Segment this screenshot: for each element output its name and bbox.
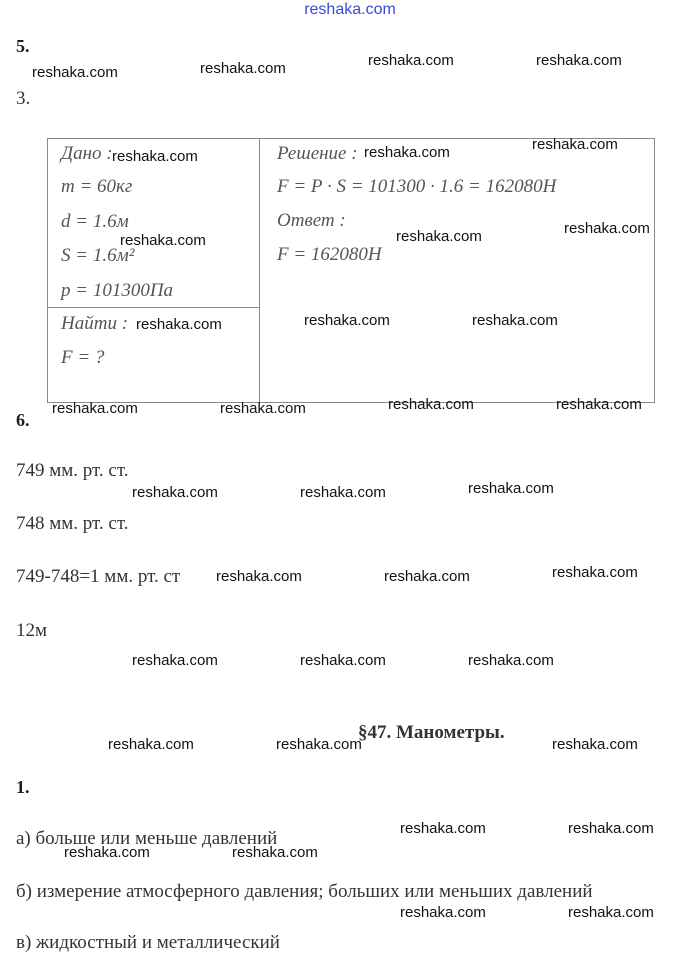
- watermark: reshaka.com: [564, 220, 650, 237]
- task-5-number: 5.: [16, 36, 30, 56]
- table-horizontal-divider: [48, 307, 259, 308]
- watermark: reshaka.com: [120, 232, 206, 249]
- find-force: F = ?: [61, 347, 105, 368]
- watermark: reshaka.com: [536, 52, 622, 69]
- watermark: reshaka.com: [276, 736, 362, 753]
- watermark: reshaka.com: [232, 844, 318, 861]
- watermark: reshaka.com: [400, 904, 486, 921]
- watermark: reshaka.com: [388, 396, 474, 413]
- watermark: reshaka.com: [216, 568, 302, 585]
- solution-title: Решение :: [277, 143, 358, 164]
- watermark: reshaka.com: [132, 652, 218, 669]
- watermark: reshaka.com: [568, 904, 654, 921]
- watermark: reshaka.com: [368, 52, 454, 69]
- watermark: reshaka.com: [136, 316, 222, 333]
- task-5-answer-number: 3.: [16, 88, 31, 109]
- watermark: reshaka.com: [220, 400, 306, 417]
- task-1-line-b: б) измерение атмосферного давления; больших или меньших давлений: [16, 881, 593, 902]
- given-title: Дано :: [61, 143, 113, 164]
- site-header-link[interactable]: reshaka.com: [304, 1, 396, 18]
- task-6-line-3: 749-748=1 мм. рт. ст: [16, 566, 181, 587]
- watermark: reshaka.com: [364, 144, 450, 161]
- answer-title: Ответ :: [277, 210, 346, 231]
- watermark: reshaka.com: [384, 568, 470, 585]
- watermark: reshaka.com: [52, 400, 138, 417]
- task-6-number: 6.: [16, 410, 30, 430]
- solution-table: [47, 138, 655, 403]
- watermark: reshaka.com: [108, 736, 194, 753]
- watermark: reshaka.com: [472, 312, 558, 329]
- given-area: S = 1.6м²: [61, 245, 135, 266]
- watermark: reshaka.com: [396, 228, 482, 245]
- task-6-line-4: 12м: [16, 620, 48, 641]
- watermark: reshaka.com: [556, 396, 642, 413]
- watermark: reshaka.com: [112, 148, 198, 165]
- given-diameter: d = 1.6м: [61, 211, 129, 232]
- watermark: reshaka.com: [300, 484, 386, 501]
- answer-value: F = 162080H: [277, 244, 382, 265]
- watermark: reshaka.com: [400, 820, 486, 837]
- section-title: §47. Манометры.: [358, 722, 505, 743]
- watermark: reshaka.com: [200, 60, 286, 77]
- given-pressure: p = 101300Па: [61, 280, 174, 301]
- solution-formula: F = P · S = 101300 · 1.6 = 162080H: [277, 176, 557, 197]
- watermark: reshaka.com: [64, 844, 150, 861]
- watermark: reshaka.com: [300, 652, 386, 669]
- watermark: reshaka.com: [568, 820, 654, 837]
- table-vertical-divider: [259, 139, 260, 402]
- given-mass: m = 60кг: [61, 176, 133, 197]
- find-title: Найти :: [61, 313, 129, 334]
- task-6-line-2: 748 мм. рт. ст.: [16, 513, 129, 534]
- watermark: reshaka.com: [132, 484, 218, 501]
- task-1-line-a: а) больше или меньше давлений: [16, 828, 278, 849]
- watermark: reshaka.com: [32, 64, 118, 81]
- watermark: reshaka.com: [532, 136, 618, 153]
- watermark: reshaka.com: [304, 312, 390, 329]
- task-1-number: 1.: [16, 777, 30, 797]
- watermark: reshaka.com: [468, 652, 554, 669]
- watermark: reshaka.com: [468, 480, 554, 497]
- watermark: reshaka.com: [552, 736, 638, 753]
- task-6-line-1: 749 мм. рт. ст.: [16, 460, 129, 481]
- task-1-line-c: в) жидкостный и металлический: [16, 932, 280, 953]
- watermark: reshaka.com: [552, 564, 638, 581]
